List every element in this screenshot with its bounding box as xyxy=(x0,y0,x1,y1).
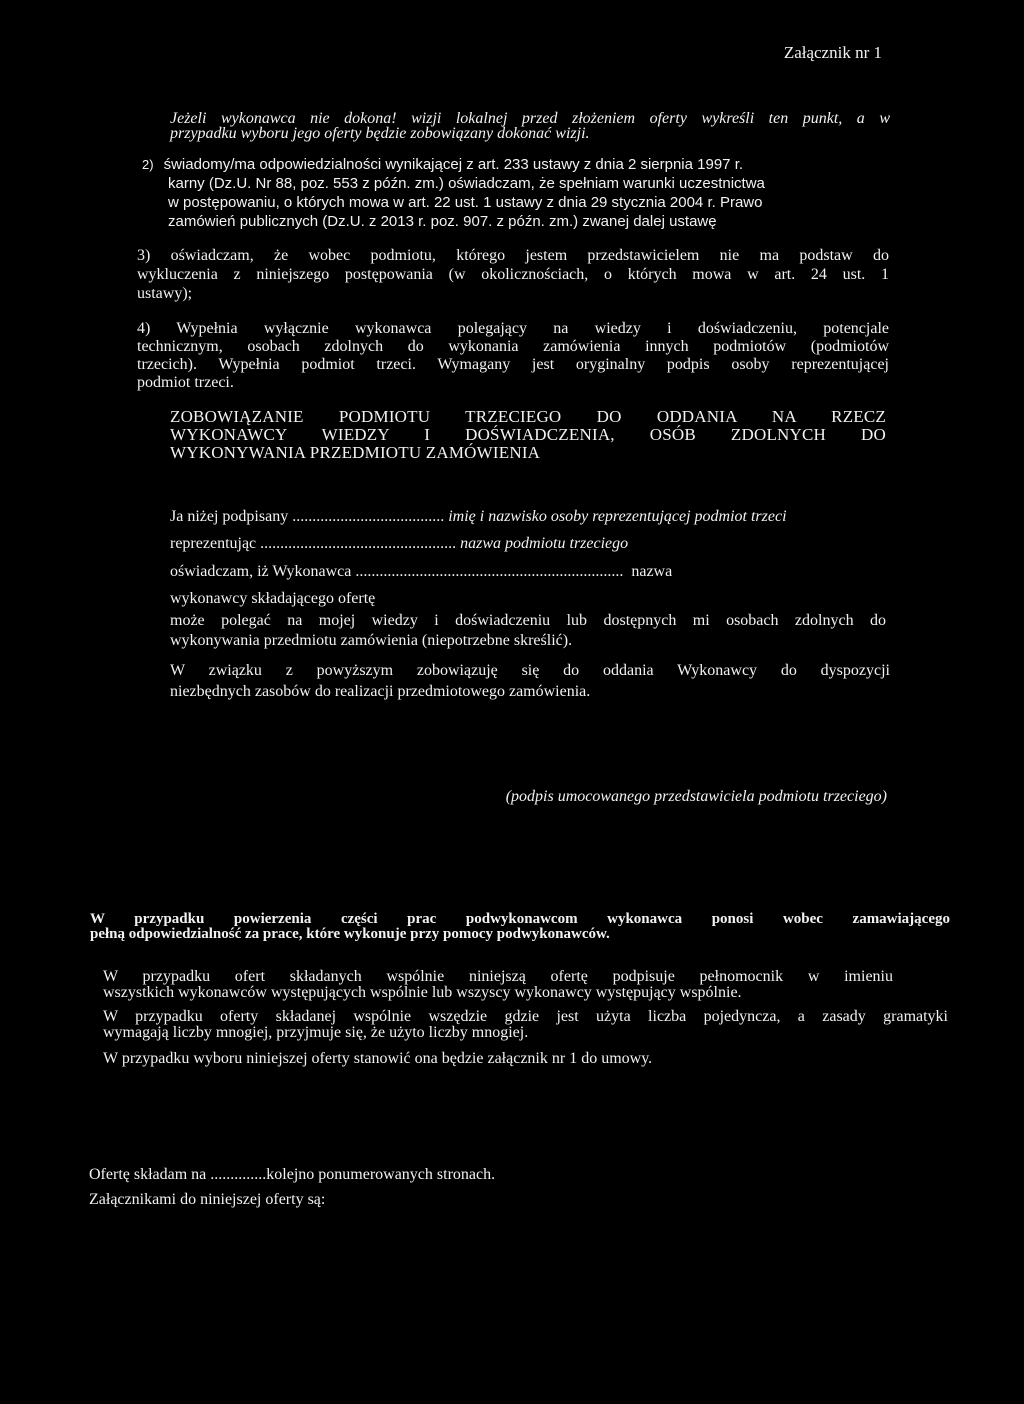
signed-fill-line: ...................................... xyxy=(292,508,445,525)
representing-label: reprezentując xyxy=(170,535,257,552)
paragraph-line: może polegać na mojej wiedzy i doświadczeniu lub dostępnych mi osobach zdolnych do xyxy=(170,612,886,629)
pages-row xyxy=(89,1166,495,1183)
signed-label: Ja niżej podpisany xyxy=(170,508,289,525)
item-line: zamówień publicznych (Dz.U. z 2013 r. poz. 907. z późn. zm.) zwanej dalej ustawę xyxy=(168,213,717,230)
representing-fill-line: ................................................. xyxy=(260,535,457,552)
numbered-item-4 xyxy=(137,320,889,392)
item-text xyxy=(142,155,902,174)
note-line: W przypadku powierzenia części prac podwykonawcom wykonawca ponosi wobec zamawiającego xyxy=(90,911,950,927)
declare-hint: nazwa xyxy=(631,563,673,580)
item-line: podmiot trzeci. xyxy=(137,374,234,391)
numbered-item-3 xyxy=(137,246,889,303)
title-line: WYKONAWCY WIEDZY I DOŚWIADCZENIA, OSÓB ZDOLNYCH DO xyxy=(170,425,886,444)
joint-offer-note-1 xyxy=(103,969,893,1001)
signed-row xyxy=(170,508,787,525)
pages-fill-line: .............. xyxy=(210,1166,267,1183)
subcontract-note xyxy=(90,912,950,942)
commitment-title xyxy=(170,408,886,462)
representing-row xyxy=(170,535,628,552)
annex-note: W przypadku wyboru niniejszej oferty stanowić ona będzie załącznik nr 1 do umowy. xyxy=(103,1050,653,1067)
title-line: ZOBOWIĄZANIE PODMIOTU TRZECIEGO DO ODDANIA NA RZECZ xyxy=(170,407,886,426)
declare-fill-line: ................................................................... xyxy=(355,563,624,580)
item-line: 3) oświadczam, że wobec podmiotu, którego jestem przedstawicielem nie ma podstaw do xyxy=(137,247,889,264)
paragraph-line: W związku z powyższym zobowiązuję się do oddania Wykonawcy do dyspozycji xyxy=(170,662,890,679)
note-line: Jeżeli wykonawca nie dokona! wizji lokalnej przed złożeniem oferty wykreśli ten punkt, a w xyxy=(170,110,890,127)
pages-suffix: kolejno ponumerowanych stronach. xyxy=(266,1166,496,1183)
declare-continuation: wykonawcy składającego ofertę xyxy=(170,590,376,607)
item-line: świadomy/ma odpowiedzialności wynikającej z art. 233 ustawy z dnia 2 sierpnia 1997 r. xyxy=(163,156,744,173)
attachments-label: Załącznikami do niniejszej oferty są: xyxy=(89,1191,326,1208)
declare-label: oświadczam, iż Wykonawca xyxy=(170,563,352,580)
signature-caption: (podpis umocowanego przedstawiciela podmiotu trzeciego) xyxy=(505,788,887,805)
commit-paragraph xyxy=(170,660,890,702)
note-line: wszystkich wykonawców występujących wspólnie lub wszyscy wykonawcy występujący wspólnie. xyxy=(103,984,742,1001)
item-line: karny (Dz.U. Nr 88, poz. 553 z późn. zm.) oświadczam, że spełniam warunki uczestnictwa xyxy=(168,175,765,192)
representing-hint: nazwa podmiotu trzeciego xyxy=(460,535,629,552)
note-line: wymagają liczby mnogiej, przyjmuje się, że użyto liczby mnogiej. xyxy=(103,1024,529,1041)
paragraph-line: wykonywania przedmiotu zamówienia (niepotrzebne skreślić). xyxy=(170,632,573,649)
note-line: przypadku wyboru jego oferty będzie zobowiązany dokonać wizji. xyxy=(170,125,590,142)
numbered-item-2 xyxy=(142,155,902,231)
declare-row xyxy=(170,563,672,580)
item-number: 2) xyxy=(142,157,154,172)
item-line: wykluczenia z niniejszego postępowania (w okolicznościach, o których mowa w art. 24 ust. 1 xyxy=(137,266,889,283)
item-line: technicznym, osobach zdolnych do wykonania zamówienia innych podmiotów (podmiotów xyxy=(137,338,889,355)
joint-offer-note-2 xyxy=(103,1009,948,1041)
note-line: pełną odpowiedzialność za prace, które wykonuje przy pomocy podwykonawców. xyxy=(90,926,610,942)
item-line: w postępowaniu, o których mowa w art. 22 ust. 1 ustawy z dnia 29 stycznia 2004 r. Prawo xyxy=(168,194,763,211)
paragraph-line: niezbędnych zasobów do realizacji przedmiotowego zamówienia. xyxy=(170,683,591,700)
note-line: W przypadku oferty składanej wspólnie wszędzie gdzie jest użyta liczba pojedyncza, a zasady gramatyki xyxy=(103,1008,948,1025)
item-line: trzecich). Wypełnia podmiot trzeci. Wymagany jest oryginalny podpis osoby reprezentującej xyxy=(137,356,889,373)
item-line: ustawy); xyxy=(137,285,193,302)
item-line: 4) Wypełnia wyłącznie wykonawca polegający na wiedzy i doświadczeniu, potencjale xyxy=(137,320,889,337)
signed-hint: imię i nazwisko osoby reprezentującej podmiot trzeci xyxy=(448,508,787,525)
note-line: W przypadku ofert składanych wspólnie niniejszą ofertę podpisuje pełnomocnik w imieniu xyxy=(103,968,893,985)
site-visit-note xyxy=(170,110,890,142)
pages-label: Ofertę składam na xyxy=(89,1166,207,1183)
title-line: WYKONYWANIA PRZEDMIOTU ZAMÓWIENIA xyxy=(170,443,541,462)
may-rely-paragraph xyxy=(170,611,886,651)
annex-label: Załącznik nr 1 xyxy=(783,43,882,62)
